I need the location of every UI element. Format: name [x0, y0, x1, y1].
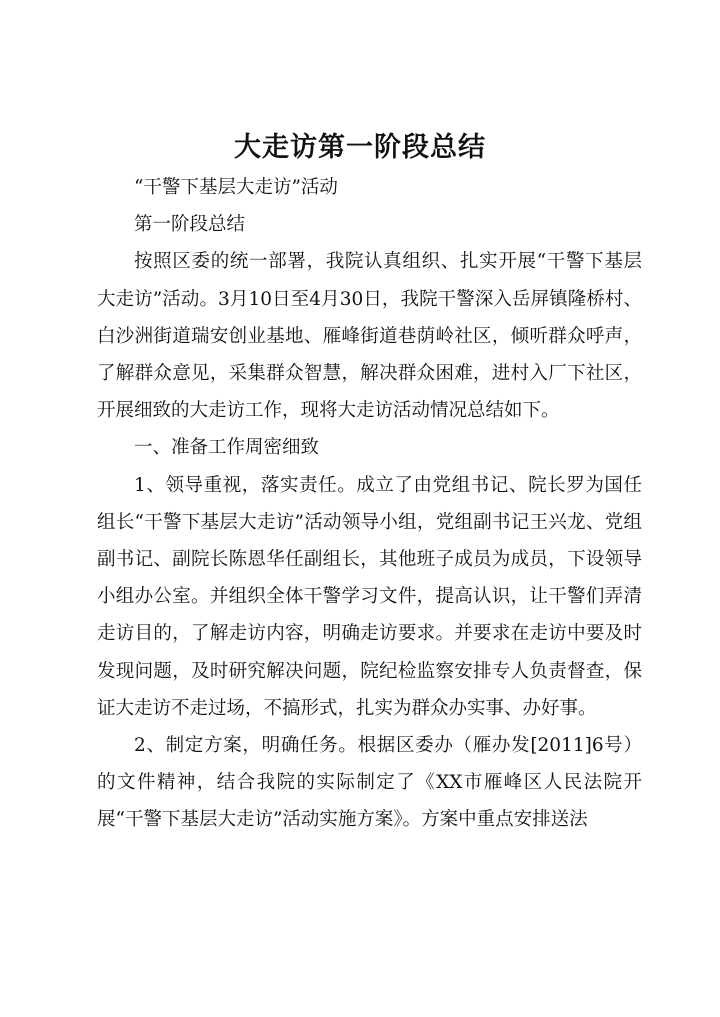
document-title: 大走访第一阶段总结 [234, 132, 486, 163]
paragraph-plan: 2、制定方案，明确任务。根据区委办（雁办发[2011]6号）的文件精神，结合我院的实际制定了《XX市雁峰区人民法院开展“干警下基层大走访”活动实施方案》。方案中重点安排送法 [97, 735, 642, 831]
paragraph-intro: 按照区委的统一部署，我院认真组织、扎实开展“干警下基层大走访”活动。3月10日至4月30日，我院干警深入岳屏镇隆桥村、白沙洲街道瑞安创业基地、雁峰街道巷荫岭社区，倾听群众呼声，了解群众意见，采集群众智慧，解决群众困难，进村入厂下社区，开展细致的大走访工作，现将大走访活动情况总结如下。 [97, 251, 642, 422]
paragraph-leadership: 1、领导重视，落实责任。成立了由党组书记、院长罗为国任组长“干警下基层大走访”活动领导小组，党组副书记王兴龙、党组副书记、副院长陈恩华任副组长，其他班子成员为成员，下设领导小组办公室。并组织全体干警学习文件，提高认识，让干警们弄清走访目的，了解走访内容，明确走访要求。并要求在走访中要及时发现问题，及时研究解决问题，院纪检监察安排专人负责督查，保证大走访不走过场，不搞形式，扎实为群众办实事、办好事。 [97, 474, 642, 719]
document-body [97, 169, 642, 839]
paragraph-stage-summary: 第一阶段总结 [134, 214, 246, 236]
paragraph-activity-name: “干警下基层大走访”活动 [134, 177, 338, 198]
section-heading-preparation: 一、准备工作周密细致 [134, 437, 320, 459]
